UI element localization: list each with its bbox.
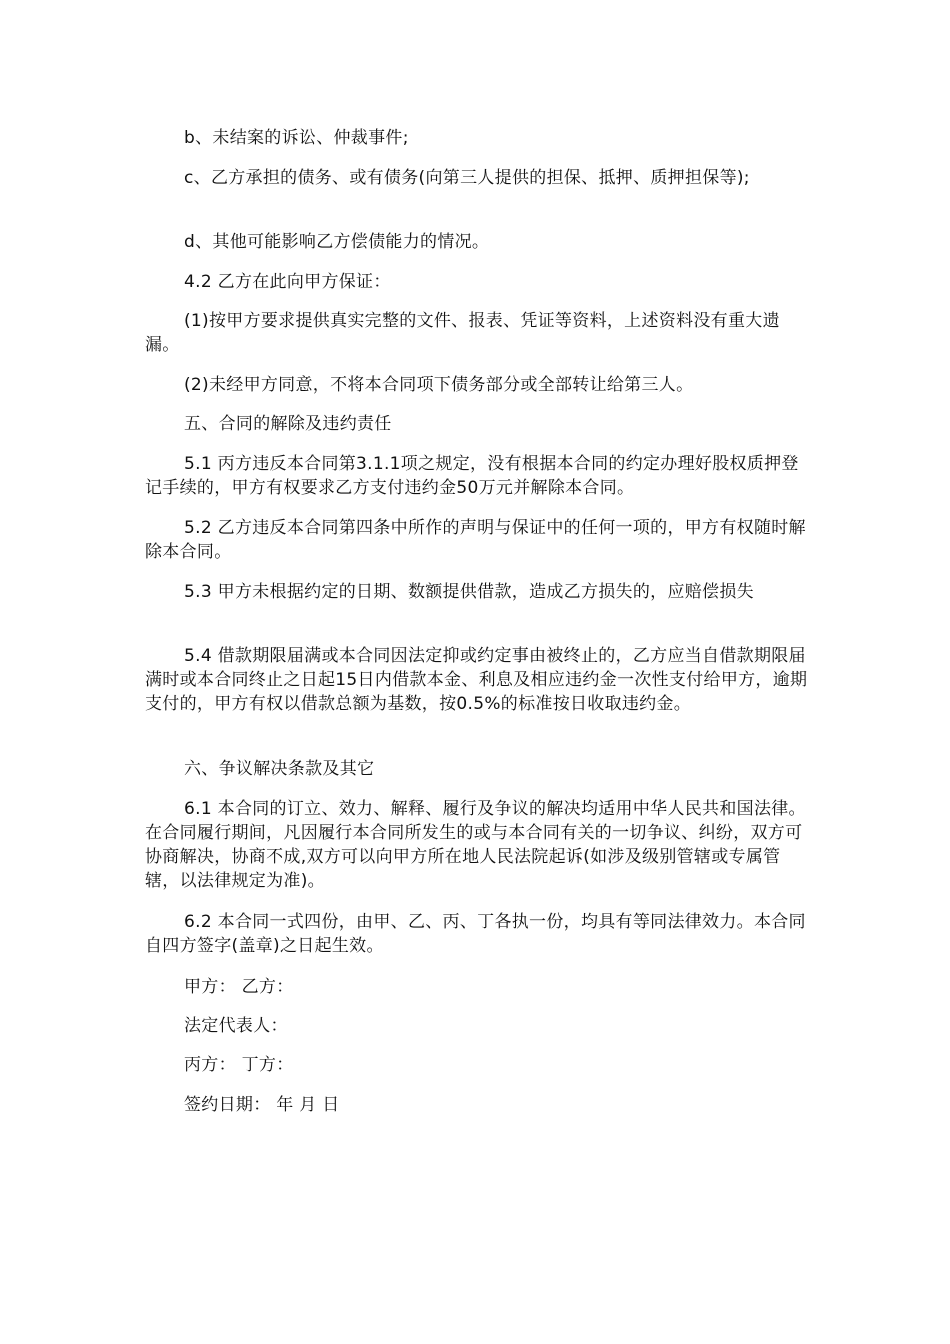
- clause-d: d、其他可能影响乙方偿债能力的情况。: [184, 232, 490, 252]
- clause-6-2: 6.2 本合同一式四份，由甲、乙、丙、丁各执一份，均具有等同法律效力。本合同自四方签字(盖章)之日起生效。: [145, 912, 806, 956]
- signature-party-a-b: 甲方： 乙方：: [184, 977, 294, 997]
- section-heading-5: 五、合同的解除及违约责任: [184, 414, 392, 434]
- clause-5-1: 5.1 丙方违反本合同第3.1.1项之规定，没有根据本合同的约定办理好股权质押登记手续的，甲方有权要求乙方支付违约金50万元并解除本合同。: [145, 454, 799, 498]
- clause-5-4: 5.4 借款期限届满或本合同因法定抑或约定事由被终止的，乙方应当自借款期限届满时或本合同终止之日起15日内借款本金、利息及相应违约金一次性支付给甲方，逾期支付的，甲方有权以借款总额为基数，按0.5%的标准按日收取违约金。: [145, 646, 808, 714]
- clause-5-3: 5.3 甲方未根据约定的日期、数额提供借款，造成乙方损失的，应赔偿损失: [184, 582, 754, 602]
- clause-6-1: 6.1 本合同的订立、效力、解释、履行及争议的解决均适用中华人民共和国法律。在合同履行期间，凡因履行本合同所发生的或与本合同有关的一切争议、纠纷，双方可协商解决，协商不成,双方可以向甲方所在地人民法院起诉(如涉及级别管辖或专属管辖，以法律规定为准)。: [145, 799, 806, 891]
- clause-5-2: 5.2 乙方违反本合同第四条中所作的声明与保证中的任何一项的，甲方有权随时解除本合同。: [145, 518, 806, 562]
- section-heading-6: 六、争议解决条款及其它: [184, 759, 375, 779]
- signature-date: 签约日期： 年 月 日: [184, 1095, 340, 1115]
- clause-4-2-2: (2)未经甲方同意，不将本合同项下债务部分或全部转让给第三人。: [184, 375, 694, 395]
- clause-4-2: 4.2 乙方在此向甲方保证：: [184, 272, 391, 292]
- clause-4-2-1: (1)按甲方要求提供真实完整的文件、报表、凭证等资料，上述资料没有重大遗漏。: [145, 311, 780, 355]
- clause-c: c、乙方承担的债务、或有债务(向第三人提供的担保、抵押、质押担保等);: [184, 168, 750, 188]
- clause-b: b、未结案的诉讼、仲裁事件;: [184, 128, 409, 148]
- signature-legal-rep: 法定代表人：: [184, 1016, 288, 1036]
- signature-party-c-d: 丙方： 丁方：: [184, 1055, 294, 1075]
